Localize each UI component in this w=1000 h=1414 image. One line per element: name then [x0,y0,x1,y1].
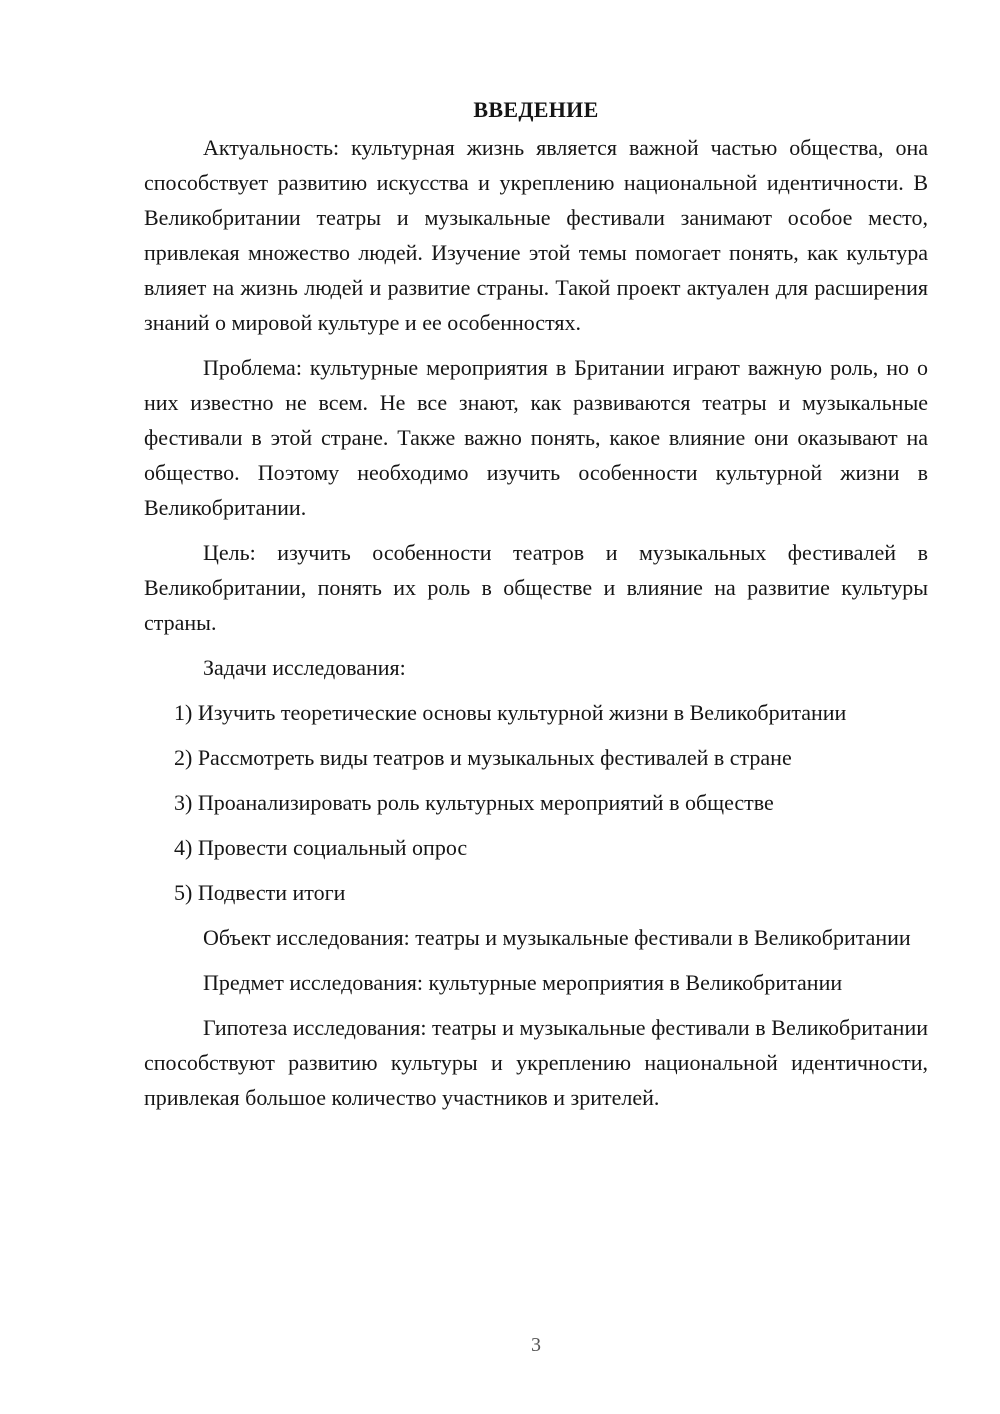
document-page [144,92,928,1125]
paragraph-goal: Цель: изучить особенности театров и музыкальных фестивалей в Великобритании, понять их роль в обществе и влияние на развитие культуры страны. [144,540,928,635]
paragraph-problem: Проблема: культурные мероприятия в Британии играют важную роль, но о них известно не всем. Не все знают, как развиваются театры и музыкальные фестивали в этой стране. Также важно понять, какое влияние они оказывают на общество. Поэтому необходимо изучить особенности культурной жизни в Великобритании. [144,355,928,520]
paragraph-relevance: Актуальность: культурная жизнь является важной частью общества, она способствует развитию искусства и укреплению национальной идентичности. В Великобритании театры и музыкальные фестивали занимают особое место, привлекая множество людей. Изучение этой темы помогает понять, как культура влияет на жизнь людей и развитие страны. Такой проект актуален для расширения знаний о мировой культуре и ее особенностях. [144,135,928,335]
task-item-5: 5) Подвести итоги [174,880,346,905]
paragraph-subject: Предмет исследования: культурные мероприятия в Великобритании [203,970,843,995]
paragraph-object: Объект исследования: театры и музыкальные фестивали в Великобритании [203,925,911,950]
tasks-heading: Задачи исследования: [203,655,406,680]
paragraph-hypothesis: Гипотеза исследования: театры и музыкальные фестивали в Великобритании способствуют развитию культуры и укреплению национальной идентичности, привлекая большое количество участников и зрителей. [144,1015,928,1110]
section-title: ВВЕДЕНИЕ [473,97,599,122]
task-item-4: 4) Провести социальный опрос [174,835,468,860]
task-item-1: 1) Изучить теоретические основы культурной жизни в Великобритании [174,700,847,725]
task-item-3: 3) Проанализировать роль культурных мероприятий в обществе [174,790,774,815]
task-item-2: 2) Рассмотреть виды театров и музыкальных фестивалей в стране [174,745,792,770]
page-number: 3 [531,1334,541,1356]
